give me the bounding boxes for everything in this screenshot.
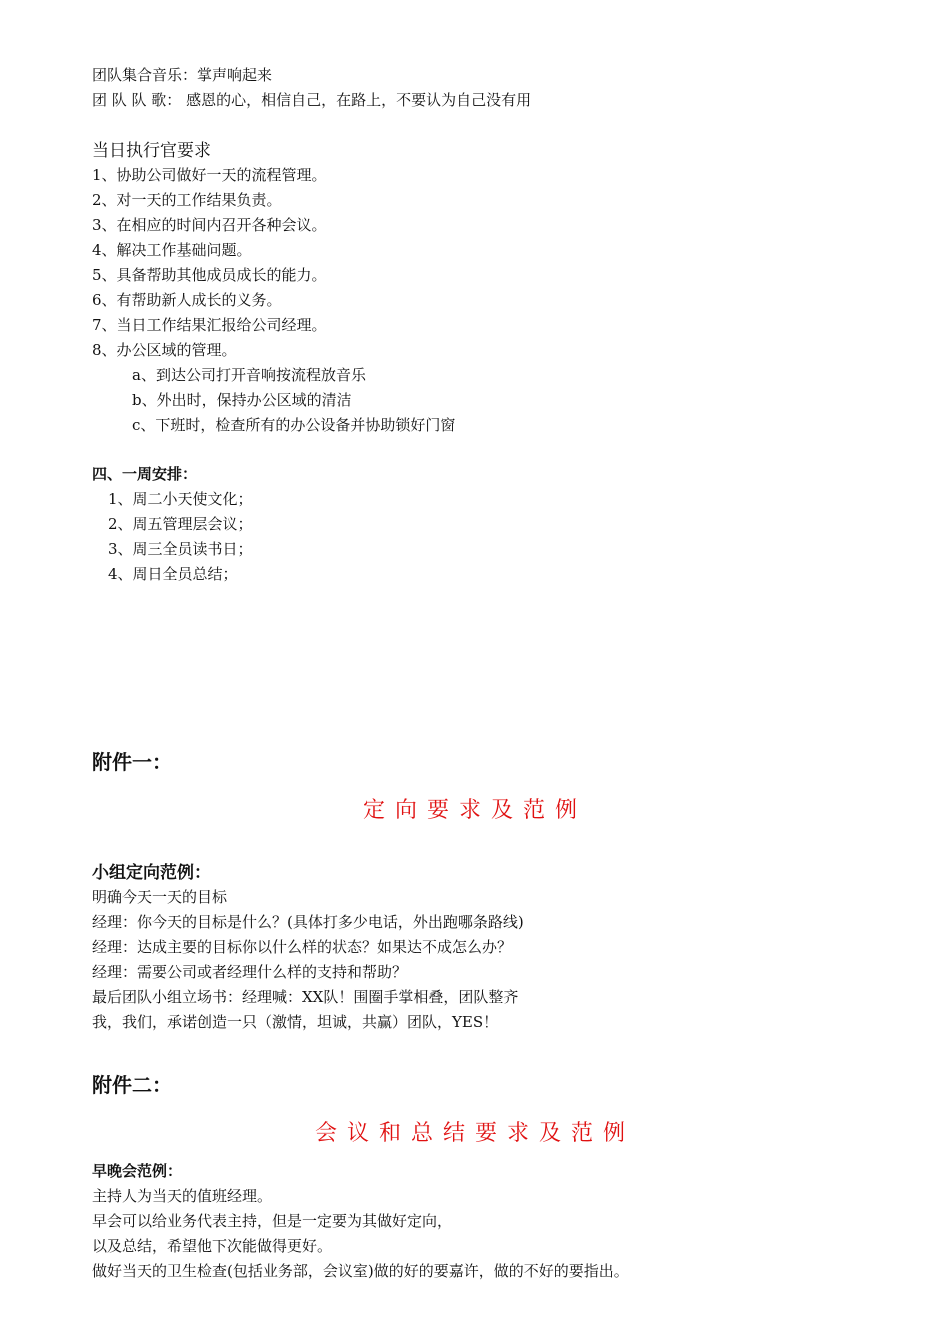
executive-item: 1、协助公司做好一天的流程管理。 xyxy=(92,166,327,184)
annex-one-title: 定向要求及范例 xyxy=(362,798,587,823)
annex-one-line: 我，我们，承诺创造一只（激情，坦诚，共赢）团队，YES！ xyxy=(92,1013,499,1031)
annex-two-title: 会议和总结要求及范例 xyxy=(314,1121,635,1146)
annex-two-line: 早会可以给业务代表主持，但是一定要为其做好定向， xyxy=(92,1212,453,1230)
annex-one-line: 最后团队小组立场书：经理喊：XX队！围圈手掌相叠，团队整齐 xyxy=(92,988,519,1006)
team-music-line: 团队集合音乐：掌声响起来 xyxy=(92,66,273,84)
week-item: 2、周五管理层会议； xyxy=(108,515,253,533)
week-item: 3、周三全员读书日； xyxy=(108,540,253,558)
week-item: 1、周二小天使文化； xyxy=(108,490,253,508)
annex-one-line: 明确今天一天的目标 xyxy=(92,888,228,906)
executive-item: 8、办公区域的管理。 xyxy=(92,341,237,359)
executive-item: 6、有帮助新人成长的义务。 xyxy=(92,291,282,309)
annex-one-line: 经理：达成主要的目标你以什么样的状态？如果达不成怎么办？ xyxy=(92,938,513,956)
annex-two-line: 以及总结，希望他下次能做得更好。 xyxy=(92,1237,333,1255)
annex-two-line: 主持人为当天的值班经理。 xyxy=(92,1187,273,1205)
annex-two-line: 做好当天的卫生检查(包括业务部，会议室)做的好的要嘉许，做的不好的要指出。 xyxy=(92,1262,629,1280)
executive-item: 3、在相应的时间内召开各种会议。 xyxy=(92,216,327,234)
executive-item: 5、具备帮助其他成员成长的能力。 xyxy=(92,266,327,284)
week-item: 4、周日全员总结； xyxy=(108,565,238,583)
executive-subitem: b、外出时，保持办公区域的清洁 xyxy=(132,391,352,409)
executive-item: 2、对一天的工作结果负责。 xyxy=(92,191,282,209)
annex-two-subheading: 早晚会范例： xyxy=(92,1162,183,1180)
executive-item: 4、解决工作基础问题。 xyxy=(92,241,252,259)
annex-one-line: 经理：你今天的目标是什么？(具体打多少电话，外出跑哪条路线) xyxy=(92,913,524,931)
executive-heading: 当日执行官要求 xyxy=(92,141,211,161)
annex-two-label: 附件二： xyxy=(92,1073,172,1097)
executive-subitem: c、下班时，检查所有的办公设备并协助锁好门窗 xyxy=(132,416,456,434)
team-song-line: 团 队 队 歌： 感恩的心，相信自己，在路上，不要认为自己没有用 xyxy=(92,91,532,109)
annex-one-line: 经理：需要公司或者经理什么样的支持和帮助？ xyxy=(92,963,408,981)
week-heading: 四、一周安排： xyxy=(92,465,198,483)
annex-one-subheading: 小组定向范例： xyxy=(92,863,211,883)
annex-one-label: 附件一： xyxy=(92,750,172,774)
executive-item: 7、当日工作结果汇报给公司经理。 xyxy=(92,316,327,334)
executive-subitem: a、到达公司打开音响按流程放音乐 xyxy=(132,366,366,384)
